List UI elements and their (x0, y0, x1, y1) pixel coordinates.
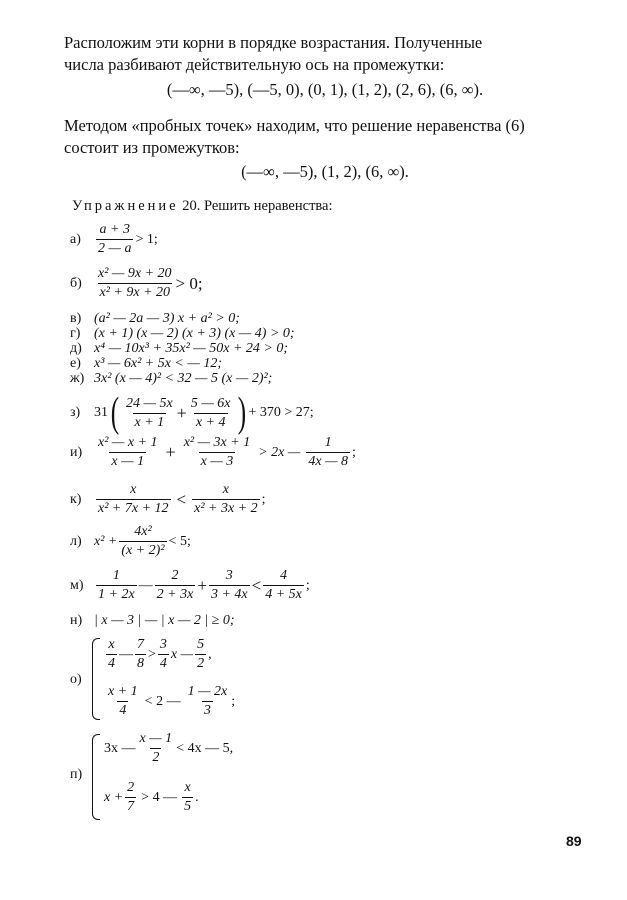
exercise-z: з) 31 ( $\frac{24 — 5x}{x + 1}$ + $\frac{5 — 6x}{x + 4}$ ) + 370 > 27; (70, 390, 314, 436)
fraction: $\frac{x — 1}{2}$ (139, 731, 173, 765)
exercise-o-label: о) (70, 672, 82, 687)
method-line-1: Методом «пробных точек» находим, что решение неравенства (6) (64, 116, 525, 135)
exercise-p-line-1: 3x — $\frac{x — 1}{2}$ < 4x — 5, (104, 731, 234, 765)
exercise-title (72, 198, 333, 215)
exercise-i: и) $\frac{\text{x² — x + 1}}{x — 1}$ + $\frac{\text{x² — 3x + 1}}{x — 3}$ > 2x — $\frac{1}{4x — 8}$ ; (70, 435, 356, 469)
intro-paragraph (64, 32, 586, 76)
exercise-title-rest: 20. Решить неравенства: (182, 198, 333, 214)
right-paren: ) (237, 390, 246, 436)
fraction: $\frac{\text{4x²}}{\text{(x + 2)²}}$ (121, 524, 165, 558)
system-brace (92, 638, 100, 720)
intro-line-2: числа разбивают действительную ось на промежутки: (64, 55, 445, 74)
exercise-e: е) x³ — 6x² + 5x < — 12; (70, 356, 222, 371)
method-line-2: состоит из промежутков: (64, 138, 240, 157)
fraction: $\frac{1 — 2x}{3}$ (187, 684, 228, 718)
fraction: $\frac{\text{x² — x + 1}}{x — 1}$ (98, 435, 158, 469)
exercise-g: г) (x + 1) (x — 2) (x + 3) (x — 4) > 0; (70, 326, 295, 341)
exercise-a: а) $\frac{a + 3}{2 — a}$ > 1; (70, 222, 158, 256)
fraction: $\frac{x}{\text{x² + 3x + 2}}$ (194, 482, 258, 516)
exercise-v: в) (a² — 2a — 3) x + a² > 0; (70, 311, 240, 326)
exercise-k: к) $\frac{x}{\text{x² + 7x + 12}}$ < $\frac{x}{\text{x² + 3x + 2}}$ ; (70, 482, 266, 516)
fraction: $\frac{3}{3 + 4x}$ (210, 568, 248, 602)
exercise-l: л) x² + $\frac{\text{4x²}}{\text{(x + 2)²}}$ < 5; (70, 524, 191, 558)
fraction: $\frac{a + 3}{2 — a}$ (98, 222, 132, 256)
fraction: $\frac{x}{4}$ (108, 637, 115, 671)
fraction: $\frac{5}{2}$ (197, 637, 205, 671)
fraction: $\frac{24 — 5x}{x + 1}$ (126, 395, 173, 430)
fraction: $\frac{2}{2 + 3x}$ (156, 568, 194, 602)
intro-intervals: (—∞, —5), (—5, 0), (0, 1), (1, 2), (2, 6), (6, ∞). (166, 80, 484, 99)
page-number: 89 (566, 833, 582, 849)
fraction: $\frac{1}{4x — 8}$ (308, 435, 348, 469)
exercise-m: м) $\frac{1}{1 + 2x}$ — $\frac{2}{2 + 3x}$ + $\frac{3}{3 + 4x}$ < $\frac{4}{4 + 5x}$ ; (70, 568, 310, 602)
exercise-d: д) x⁴ — 10x³ + 35x² — 50x + 24 > 0; (70, 341, 289, 356)
exercise-p-label: п) (70, 767, 83, 782)
fraction: $\frac{x + 1}{4}$ (108, 684, 138, 718)
exercise-zh: ж) 3x² (x — 4)² < 32 — 5 (x — 2)²; (70, 371, 273, 386)
fraction: $\frac{x}{\text{x² + 7x + 12}}$ (98, 482, 169, 516)
fraction: $\frac{7}{8}$ (137, 637, 144, 671)
left-paren: ( (110, 390, 120, 436)
fraction: $\frac{\text{x² — 3x + 1}}{x — 3}$ (183, 435, 251, 469)
fraction: $\frac{x}{5}$ (184, 780, 192, 814)
fraction: $\frac{3}{4}$ (159, 637, 167, 671)
exercise-n: н) | x — 3 | — | x — 2 | ≥ 0; (70, 613, 235, 628)
intro-line-1: Расположим эти корни в порядке возрастания. Полученные (64, 33, 483, 52)
exercise-title-word: Упражнение (72, 198, 179, 214)
fraction: $\frac{2}{7}$ (127, 780, 135, 814)
exercise-b: б) $\frac{\text{x² — 9x + 20}}{\text{x² + 9x + 20}}$ > 0; (70, 266, 203, 300)
fraction: $\frac{\text{x² — 9x + 20}}{\text{x² + 9x + 20}}$ (98, 266, 172, 300)
fraction: $\frac{4}{4 + 5x}$ (265, 568, 302, 602)
exercise-o-line-1: $\frac{x}{4}$ — $\frac{7}{8}$ > $\frac{3}{4}$ x — $\frac{5}{2}$ , (108, 637, 212, 671)
method-intervals: (—∞, —5), (1, 2), (6, ∞). (241, 162, 409, 181)
method-paragraph (64, 115, 586, 159)
fraction: $\frac{5 — 6x}{x + 4}$ (190, 395, 231, 430)
exercise-p-line-2: x + $\frac{2}{7}$ > 4 — $\frac{x}{5}$ . (104, 780, 199, 814)
exercise-o-line-2: $\frac{x + 1}{4}$ < 2 — $\frac{1 — 2x}{3}$ ; (108, 684, 236, 718)
system-brace (92, 734, 100, 820)
fraction: $\frac{1}{1 + 2x}$ (98, 568, 135, 602)
